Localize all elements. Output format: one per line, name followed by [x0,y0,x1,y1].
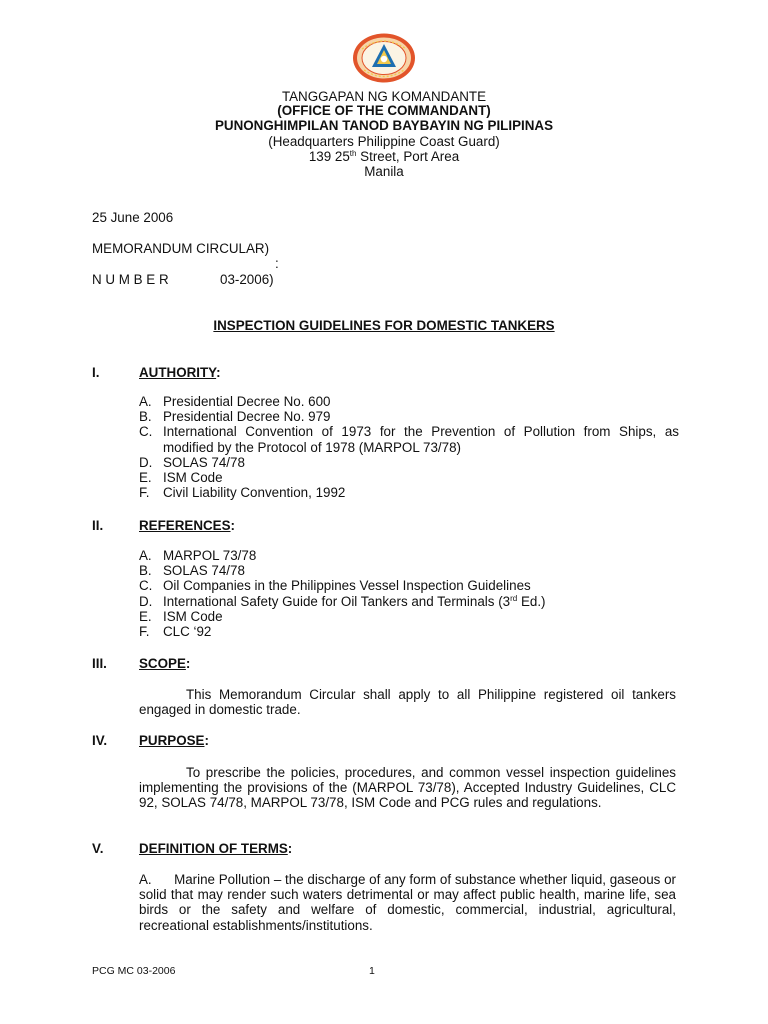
section-numeral-definitions: V. [92,841,104,856]
list-item-text: MARPOL 73/78 [163,548,257,563]
scope-paragraph: This Memorandum Circular shall apply to all Philippine registered oil tankers engaged in domestic trade. [139,687,676,718]
list-item-letter: C. [139,424,153,440]
references-list [139,548,679,639]
list-item-text: International Convention of 1973 for the Prevention of Pollution from Ships, as modified by the Protocol of 1978 (MARPOL 73/78) [163,424,679,455]
section-numeral-references: II. [92,518,104,533]
section-numeral-scope: III. [92,656,107,671]
list-item-letter: A. [139,394,152,409]
section-heading-colon: : [287,841,293,856]
coast-guard-seal-icon [352,33,416,83]
purpose-paragraph: To prescribe the policies, procedures, and common vessel inspection guidelines implementing the provisions of the (MARPOL 73/78), Accepted Industry Guidelines, CLC 92, SOLAS 74/78, MARPOL 73/78, ISM Code and PCG rules and regulations. [139,765,676,811]
section-heading-text: DEFINITION OF TERMS [139,841,288,856]
list-item-text: Presidential Decree No. 600 [163,394,331,409]
list-item-text-part: Ed.) [517,593,546,609]
document-date: 25 June 2006 [92,210,174,225]
footer-document-reference: PCG MC 03-2006 [92,965,176,977]
list-item [139,578,679,593]
section-heading-authority [139,365,221,380]
list-item-letter: D. [139,454,153,470]
address-street-number: 139 25 [308,149,350,164]
list-item [139,548,679,563]
address-superscript: th [349,149,357,158]
list-item [139,624,679,639]
section-heading-colon: : [216,365,221,380]
address-line [0,149,768,164]
section-heading-colon: : [230,518,235,533]
section-heading-text: AUTHORITY [139,365,217,380]
address-street: Street, Port Area [356,149,460,164]
list-item [139,563,679,578]
list-item-letter: C. [139,578,153,594]
section-numeral-purpose: IV. [92,733,108,748]
list-item-letter: A. [139,548,152,563]
page-number: 1 [369,965,375,977]
section-heading-definitions [139,841,292,856]
memo-number-label: N U M B E R [92,272,169,287]
document-title: INSPECTION GUIDELINES FOR DOMESTIC TANKERS [213,318,555,333]
section-heading-scope [139,656,190,671]
list-item-superscript: rd [510,593,518,603]
list-item-letter: F. [139,624,150,640]
section-heading-colon: : [204,733,209,748]
section-heading-text: PURPOSE [139,733,205,748]
list-item-text: Civil Liability Convention, 1992 [163,485,346,501]
list-item-text: CLC ‘92 [163,624,212,640]
list-item-letter: E. [139,470,152,486]
list-item-letter: D. [139,593,153,609]
list-item [139,455,679,470]
section-heading-colon: : [185,656,191,671]
list-item [139,470,679,485]
headquarters-name-english: (Headquarters Philippine Coast Guard) [268,134,500,149]
list-item-text [163,594,679,609]
list-item-text: SOLAS 74/78 [163,563,245,579]
list-item-letter: E. [139,608,152,624]
section-numeral-authority: I. [92,365,100,380]
office-name-english: (OFFICE OF THE COMMANDANT) [277,103,491,118]
section-heading-text: SCOPE [139,656,186,671]
list-item [139,609,679,624]
office-name-tagalog: TANGGAPAN NG KOMANDANTE [281,89,487,104]
list-item-text: Oil Companies in the Philippines Vessel Inspection Guidelines [163,578,531,594]
list-item-text: ISM Code [163,470,223,486]
list-item-letter: B. [139,563,152,579]
list-item [139,424,679,454]
memo-label: MEMORANDUM CIRCULAR) [92,241,270,256]
memo-colon: : [275,256,279,271]
list-item-letter: F. [139,485,150,501]
list-item-text: Presidential Decree No. 979 [163,409,331,425]
list-item-text: ISM Code [163,608,223,624]
memo-number: 03-2006) [220,272,274,287]
list-item [139,485,679,500]
section-heading-purpose [139,733,209,748]
definitions-paragraph: A. Marine Pollution – the discharge of any form of substance whether liquid, gaseous or solid that may render such waters detrimental or may affect public health, marine life, sea birds or the safety and welfare of domestic, commercial, industrial, agricultural, recreational establishments/institutions. [139,872,676,933]
list-item-text: SOLAS 74/78 [163,454,245,470]
address-city: Manila [364,164,404,179]
list-item [139,409,679,424]
list-item-letter: B. [139,409,152,425]
headquarters-name-tagalog: PUNONGHIMPILAN TANOD BAYBAYIN NG PILIPINAS [214,118,554,133]
list-item [139,394,679,409]
section-heading-text: REFERENCES [139,518,231,533]
list-item [139,594,679,609]
list-item-text-part: International Safety Guide for Oil Tankers and Terminals (3 [163,593,511,609]
authority-list [139,394,679,500]
section-heading-references [139,518,235,533]
